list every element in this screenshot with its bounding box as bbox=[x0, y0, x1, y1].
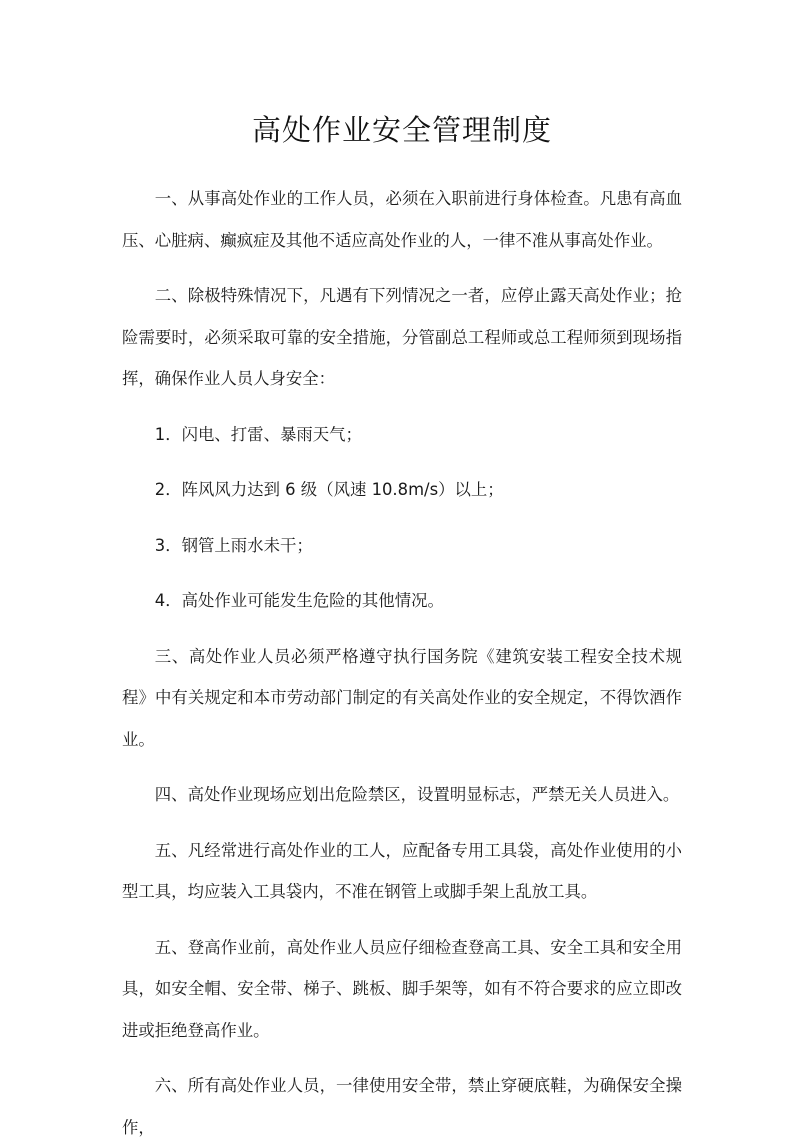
document-title: 高处作业安全管理制度 bbox=[251, 113, 552, 147]
paragraph-2: 二、除极特殊情况下，凡遇有下列情况之一者，应停止露天高处作业；抢险需要时，必须采取可靠的安全措施，分管副总工程师或总工程师须到现场指挥，确保作业人员人身安全： bbox=[122, 286, 682, 388]
paragraph-1: 一、从事高处作业的工作人员，必须在入职前进行身体检查。凡患有高血压、心脏病、癫疯症及其他不适应高处作业的人，一律不准从事高处作业。 bbox=[122, 189, 682, 250]
paragraph-7: 六、所有高处作业人员，一律使用安全带，禁止穿硬底鞋，为确保安全操作， bbox=[122, 1076, 682, 1137]
paragraph-4: 四、高处作业现场应划出危险禁区，设置明显标志，严禁无关人员进入。 bbox=[154, 785, 680, 804]
paragraph-5: 五、凡经常进行高处作业的工人，应配备专用工具袋，高处作业使用的小型工具，均应装入工具袋内，不准在钢管上或脚手架上乱放工具。 bbox=[122, 840, 682, 901]
list-item-3: 3．钢管上雨水未干； bbox=[154, 535, 313, 555]
paragraph-3: 三、高处作业人员必须严格遵守执行国务院《建筑安装工程安全技术规程》中有关规定和本市劳动部门制定的有关高处作业的安全规定，不得饮酒作业。 bbox=[122, 646, 682, 749]
list-item-2: 2．阵风风力达到 6 级（风速 10.8m/s）以上； bbox=[154, 480, 504, 499]
document-body bbox=[122, 178, 682, 1148]
list-item-4: 4．高处作业可能发生危险的其他情况。 bbox=[154, 591, 444, 610]
list-item-1: 1．闪电、打雷、暴雨天气； bbox=[154, 424, 362, 444]
paragraph-6: 五、登高作业前，高处作业人员应仔细检查登高工具、安全工具和安全用具，如安全帽、安全带、梯子、跳板、脚手架等，如有不符合要求的应立即改进或拒绝登高作业。 bbox=[122, 937, 682, 1040]
